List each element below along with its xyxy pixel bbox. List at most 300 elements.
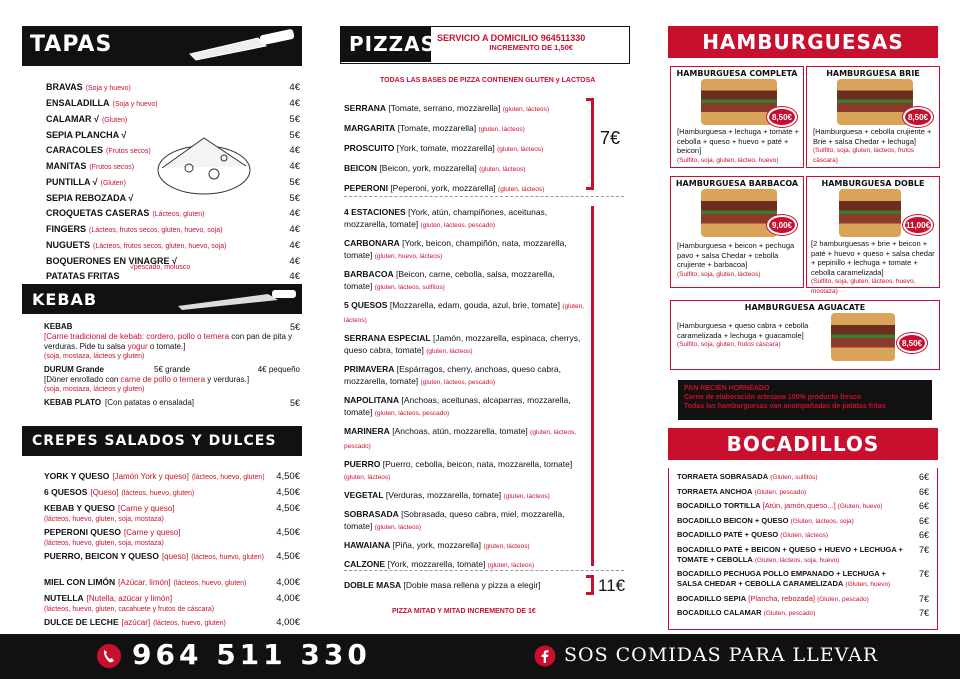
tapas-item-price: 4€ [289, 240, 300, 251]
knife-icon [188, 28, 298, 64]
crepe-desc: [Jamón York y queso] [112, 472, 189, 481]
pizza-name: BARBACOA [344, 269, 394, 279]
kebab-desc-text3: o tomate.] [149, 342, 186, 351]
tapas-item-price: 4€ [289, 161, 300, 172]
crepe-row [44, 550, 300, 564]
crepe-desc: [queso] [161, 552, 189, 561]
crepe-allergens: (lácteos, huevo, gluten) [121, 490, 195, 497]
tapas-item-name: FINGERS [46, 224, 87, 234]
bocadillo-price: 7€ [918, 608, 929, 618]
bocadillo-item [677, 594, 929, 605]
tapas-note: √pescado, molusco [130, 264, 191, 271]
tapas-item-name: SEPIA PLANCHA √ [46, 130, 127, 140]
pizza-name: 5 QUESOS [344, 300, 388, 310]
pizza-ingredients: [Tomate, mozzarella] [397, 123, 477, 133]
durum-desc-text: [Döner enrollado con [44, 375, 119, 384]
crepe-item [44, 616, 300, 630]
bases-note: TODAS LAS BASES DE PIZZA CONTIENEN GLUTEN y LACTOSA [380, 77, 596, 84]
bocadillo-item [677, 545, 929, 566]
knife-icon [178, 286, 298, 312]
pizza-item [344, 539, 584, 553]
pizza-name: PUERRO [344, 459, 381, 469]
cheese-illustration [154, 128, 254, 198]
pizza-allergens: (gluten, lácteos) [478, 126, 525, 133]
crepe-row [44, 576, 300, 590]
pizza-item [344, 489, 584, 503]
pizza-header [340, 26, 630, 64]
bocadillo-allergens: (Gluten, huevo) [845, 581, 891, 588]
crepe-desc: [Carne y queso] [124, 528, 181, 537]
burger-allergens: (Sulfito, soja, gluten, lácteos, huevo, mostaza) [811, 278, 916, 295]
bocadillo-price: 6€ [918, 501, 929, 511]
crepe-name: DULCE DE LECHE [44, 617, 119, 627]
burger-name: HAMBURGUESA BARBACOA [675, 179, 799, 188]
pizza-allergens: (gluten, huevo, lácteos) [374, 253, 443, 260]
tapas-item [46, 112, 300, 128]
crepes-title: CREPES SALADOS Y DULCES [32, 433, 277, 449]
crepe-sub-allergens: (lácteos, huevo, gluten, soja, mostaza) [44, 540, 164, 547]
bocadillo-text [677, 608, 919, 619]
bocadillo-text [677, 569, 919, 590]
burger-desc [813, 127, 937, 165]
burger-photo [831, 313, 895, 361]
bocadillo-text [677, 545, 919, 566]
bocadillo-allergens: (Gluten, lácteos, soja) [790, 517, 854, 525]
kebab-desc-text: [Carne tradicional de kebab: [44, 332, 145, 341]
pizza-item [344, 268, 584, 294]
bocadillo-price: 7€ [918, 569, 929, 579]
tapas-item-allergens: (Gluten) [101, 117, 128, 124]
tapas-item-price: 5€ [289, 193, 300, 204]
crepe-item [44, 470, 300, 484]
burger-ingredients: [Hamburguesa + beicon + pechuga pavo + salsa Chedar + cebolla crujiente + barbacoa] [677, 241, 795, 269]
tapas-item-price: 4€ [289, 145, 300, 156]
crepe-allergens: (lácteos, huevo, gluten) [153, 620, 226, 627]
facebook-icon[interactable] [534, 645, 556, 667]
burger-desc [677, 241, 801, 279]
bocadillo-text [677, 594, 919, 605]
pizza-divider-2 [344, 570, 624, 571]
tapas-item-name: BRAVAS [46, 82, 83, 92]
pizza-name: SERRANA [344, 103, 387, 113]
pizza-allergens: (gluten, lácteos) [426, 348, 473, 355]
durum-desc-meat: carne de pollo o ternera [120, 375, 206, 384]
burger-name: HAMBURGUESA COMPLETA [676, 69, 798, 78]
tapas-item-name: CARACOLES [46, 145, 104, 155]
delivery-increment: INCREMENTO DE 1,50€ [489, 43, 573, 52]
tapas-item [46, 80, 300, 96]
pizza-ingredients: [Anchoas, aceitunas, alcaparras, mozzarella, tomate] [344, 395, 571, 417]
pizza-item [344, 142, 584, 156]
tapas-item-allergens: (Lácteos, gluten) [152, 211, 205, 218]
bocadillo-text [677, 530, 919, 541]
pizza-allergens: (gluten, lácteos) [503, 493, 550, 500]
pizza-ingredients: [Puerro, cebolla, beicon, nata, mozzarella, tomate] [382, 459, 573, 469]
pizza-ingredients: [York, atún, champiñones, aceitunas, mozzarella, tomate] [344, 207, 548, 229]
tapas-item-name: CROQUETAS CASERAS [46, 208, 150, 218]
tapas-item-name: BOQUERONES EN VINAGRE √ [46, 256, 177, 266]
bocadillo-price: 6€ [918, 530, 929, 540]
pizza-bracket-3 [586, 575, 594, 595]
bocadillo-allergens: (Gluten, lácteos, soja, huevo) [754, 556, 840, 564]
crepe-desc: [Azúcar, limón] [118, 578, 171, 587]
crepe-desc: [azúcar] [121, 618, 151, 627]
pizza-name: PROSCUITO [344, 143, 395, 153]
kebab-desc [44, 332, 300, 352]
durum-price-small: 4€ pequeño [257, 365, 300, 374]
bocadillo-name: BOCADILLO BEICON + QUESO [677, 515, 789, 525]
bocadillo-price: 7€ [918, 544, 929, 555]
bocadillo-price: 6€ [918, 486, 929, 497]
crepe-item [44, 486, 300, 500]
pizza-title-box [341, 27, 436, 62]
pizza-allergens: (gluten, lácteos) [502, 106, 549, 113]
pizza-allergens: (gluten, lácteos) [374, 524, 421, 531]
bread-note-3: Todas las hamburguesas van acompañadas de patatas fritas [684, 403, 886, 410]
bocadillo-price: 6€ [918, 472, 929, 482]
phone-icon[interactable] [96, 643, 122, 669]
pizza-item [344, 458, 584, 484]
crepe-item [44, 576, 300, 590]
pizza-name: PRIMAVERA [344, 364, 395, 374]
crepe-row [44, 616, 300, 630]
pizza-name: NAPOLITANA [344, 395, 400, 405]
bocadillo-item [677, 569, 929, 590]
pizza-name: BEICON [344, 163, 378, 173]
crepe-price: 4,50€ [276, 487, 300, 498]
pizza-ingredients: [Sobrasada, queso cabra, miel, mozzarella, tomate] [344, 509, 565, 531]
pizza-item [344, 237, 584, 263]
pizza-name: PEPERONI [344, 183, 388, 193]
pizza-group-basic [344, 102, 584, 202]
burger-card [806, 176, 940, 295]
tapas-item-allergens: (Soja y huevo) [85, 85, 131, 92]
pizza-item [344, 508, 584, 534]
pizza-item [344, 299, 584, 327]
crepe-price: 4,00€ [276, 577, 300, 588]
pizza-allergens: (gluten, lácteos, pescado) [344, 429, 577, 450]
pizza-item [344, 102, 584, 116]
burger-header [668, 26, 938, 58]
burger-name: HAMBURGUESA DOBLE [821, 179, 925, 188]
pizza-allergens: (gluten, lácteos) [479, 166, 526, 173]
tapas-item-price: 4€ [289, 208, 300, 219]
tapas-item-price: 5€ [289, 177, 300, 188]
bocadillo-allergens: (Gluten, pescado) [754, 488, 807, 496]
pizza-name: MARINERA [344, 426, 390, 436]
tapas-item-price: 5€ [289, 114, 300, 125]
pizza-allergens: (gluten, lácteos, sulfitos) [374, 284, 445, 291]
burger-allergens: (Sulfito, soja, gluten, lácteos, frutos cáscara) [813, 147, 915, 164]
pizza-divider [344, 196, 624, 197]
crepe-name: NUTELLA [44, 593, 84, 603]
burger-price-badge: 8,50€ [903, 107, 933, 127]
crepe-row [44, 486, 300, 500]
crepe-item [44, 592, 300, 614]
pizza-allergens: (gluten, lácteos) [344, 303, 584, 324]
crepe-row [44, 592, 300, 605]
crepe-sub-allergens: (lácteos, huevo, gluten, cacahuete y frutos de cáscara) [44, 606, 215, 613]
burger-ingredients: [Hamburguesa + lechuga + tomate + cebolla + queso + huevo + paté + beicon] [677, 127, 799, 155]
pizza-allergens: (gluten, lácteos, pescado) [420, 379, 495, 386]
tapas-title: TAPAS [30, 32, 113, 57]
bocadillo-desc: [Atún, jamón,queso...] [762, 501, 836, 510]
crepe-desc: [Nutella, azúcar y limón] [86, 594, 173, 603]
burger-price-badge: 11,00€ [903, 215, 933, 235]
burger-price-badge: 8,50€ [897, 333, 927, 353]
bocadillo-price: 6€ [918, 515, 929, 526]
pizza-item [344, 122, 584, 136]
pizza-name: 4 ESTACIONES [344, 207, 406, 217]
tapas-item-name: ENSALADILLA [46, 98, 110, 108]
crepe-item [44, 550, 300, 564]
plato-price: 5€ [289, 398, 300, 408]
burger-photo [701, 79, 777, 125]
crepe-desc: [Carne y queso] [118, 504, 175, 513]
crepe-allergens: (lácteos, huevo, gluten) [191, 554, 264, 561]
crepes-list [44, 470, 300, 632]
pizza-allergens: (gluten, lácteos) [483, 543, 530, 550]
doble-name: DOBLE MASA [344, 580, 402, 590]
pizza-ingredients: [Peperoni, york, mozzarella] [390, 183, 496, 193]
tapas-item-allergens: (Lácteos, frutos secos, gluten, huevo, soja) [93, 243, 227, 250]
crepe-item [44, 526, 300, 548]
tapas-item-price: 4€ [289, 271, 300, 282]
pizza-name: SOBRASADA [344, 509, 399, 519]
durum-desc [44, 375, 300, 385]
burger-card [670, 300, 940, 370]
crepe-price: 4,00€ [276, 593, 300, 604]
bocadillo-item [677, 501, 929, 512]
crepe-price: 4,50€ [276, 503, 300, 514]
bocadillo-allergens: (Gluten, huevo) [837, 503, 883, 510]
burger-title: HAMBURGUESAS [702, 30, 904, 54]
kebab-header [22, 284, 302, 314]
burger-photo [839, 189, 901, 237]
tapas-item [46, 222, 300, 238]
pizza-ingredients: [York, tomate, mozzarella] [396, 143, 495, 153]
pizza-item [344, 394, 584, 420]
tapas-item-allergens: (Gluten) [100, 180, 126, 187]
bocadillos-title: BOCADILLOS [726, 432, 880, 456]
pizza-name: CARBONARA [344, 238, 400, 248]
burger-photo [837, 79, 913, 125]
crepe-row [44, 470, 300, 484]
tapas-item-allergens: (Frutos secos) [106, 148, 151, 155]
footer-phone[interactable]: 964 511 330 [132, 638, 371, 671]
burger-name: HAMBURGUESA BRIE [826, 69, 920, 78]
bread-note [678, 380, 932, 420]
bocadillo-name: TORRAETA ANCHOA [677, 486, 753, 496]
crepe-desc: [Queso] [90, 488, 119, 497]
durum-desc-text2: y verduras.] [207, 375, 250, 384]
pizza-ingredients: [Tomate, serrano, mozzarella] [388, 103, 501, 113]
pizza-allergens: (gluten, lácteos, pescado) [420, 222, 495, 229]
crepe-name: YORK Y QUESO [44, 471, 110, 481]
burger-photo [701, 189, 777, 237]
crepe-name: PUERRO, BEICON Y QUESO [44, 551, 159, 561]
doble-price: 11€ [598, 576, 626, 595]
pizza-ingredients: [Beicon, york, mozzarella] [379, 163, 477, 173]
bocadillo-price: 7€ [918, 593, 929, 604]
tapas-item-price: 4€ [289, 98, 300, 109]
kebab-desc-meat: cordero, pollo o ternera [146, 332, 230, 341]
bocadillos-list [668, 468, 938, 630]
crepe-name: MIEL CON LIMÓN [44, 577, 116, 587]
burger-ingredients: [Hamburguesa + cebolla crujiente + Brie + salsa Chedar + lechuga] [813, 127, 932, 146]
crepe-price: 4,50€ [276, 471, 300, 482]
pizza-ingredients: [York, mozzarella, tomate] [387, 559, 486, 569]
burger-card [670, 66, 804, 168]
bocadillo-allergens: (Gluten, pescado) [763, 610, 816, 617]
pizza-group1-price: 7€ [600, 128, 621, 148]
durum-name: DURUM Grande [44, 365, 105, 374]
pizza-item [344, 162, 584, 176]
tapas-item-allergens: (Soja y huevo) [112, 101, 158, 108]
plato-name: KEBAB PLATO [44, 398, 102, 407]
tapas-item-name: NUGUETS [46, 240, 91, 250]
pizza-item [344, 363, 584, 389]
crepe-name: 6 QUESOS [44, 487, 88, 497]
crepe-name: PEPERONI QUESO [44, 527, 121, 537]
pizza-bracket-1 [586, 98, 594, 190]
bocadillo-item [677, 516, 929, 527]
burger-allergens: (Sulfito, soja, gluten, lácteos) [677, 270, 761, 278]
bocadillo-item [677, 608, 929, 619]
delivery-phone: 964511330 [540, 33, 586, 43]
pizza-ingredients: [Mozzarella, edam, gouda, azul, brie, tomate] [389, 300, 560, 310]
bocadillo-name: BOCADILLO PATÉ + QUESO [677, 530, 779, 539]
mitad-note: PIZZA MITAD Y MITAD INCREMENTO DE 1€ [392, 608, 536, 615]
bocadillo-item [677, 472, 929, 483]
pizza-group-special [344, 206, 584, 577]
bocadillo-text [677, 472, 919, 483]
crepe-allergens: (lácteos, huevo, gluten) [173, 580, 247, 587]
kebab-title: KEBAB [32, 290, 98, 309]
pizza-name: VEGETAL [344, 490, 384, 500]
pizza-allergens: (gluten, lácteos) [487, 562, 535, 569]
crepe-price: 4,00€ [276, 617, 300, 628]
burger-desc [677, 321, 827, 350]
kebab-price: 5€ [289, 322, 300, 332]
tapas-item-name: SEPIA REBOZADA √ [46, 193, 134, 203]
pizza-allergens: (gluten, lácteos, pescado) [374, 410, 450, 417]
tapas-item [46, 269, 300, 284]
burger-allergens: (Sulfito, soja, gluten, lácteo, huevo) [677, 156, 779, 164]
crepe-sub-allergens: (lácteos, huevo, gluten, soja, mostaza) [44, 516, 164, 523]
crepe-row [44, 526, 300, 539]
kebab-desc-text2: con pan de pita y verduras. Pide tu salsa [44, 332, 293, 351]
pizza-item [344, 332, 584, 358]
tapas-item-name: PUNTILLA √ [46, 177, 98, 187]
bocadillos-header [668, 428, 938, 460]
tapas-item-price: 4€ [289, 82, 300, 93]
tapas-item-name: PATATAS FRITAS [46, 271, 120, 281]
pizza-ingredients: [Espárragos, cherry, anchoas, queso cabra, mozzarella, tomate] [344, 364, 562, 386]
pizza-item [344, 182, 584, 196]
bocadillo-item [677, 487, 929, 498]
burger-desc [677, 127, 801, 165]
bocadillo-text [677, 501, 919, 512]
crepe-price: 4,50€ [276, 527, 300, 538]
pizza-item [344, 425, 584, 453]
pizza-name: CALZONE [344, 559, 386, 569]
tapas-header [22, 26, 302, 66]
pizza-allergens: (gluten, lácteos) [498, 186, 545, 193]
tapas-item-allergens: (Frutos secos) [89, 164, 135, 171]
bocadillo-name: BOCADILLO SEPIA [677, 593, 747, 603]
durum-price-big: 5€ grande [154, 365, 191, 374]
pizza-ingredients: [Piña, york, mozzarella] [392, 540, 481, 550]
delivery-info [437, 33, 585, 52]
bocadillo-name: TORRAETA SOBRASADA [677, 472, 769, 481]
pizza-ingredients: [Jamón, mozzarella, espinaca, cherrys, queso cabra, tomate] [344, 333, 581, 355]
pizza-item [344, 206, 584, 232]
pizza-name: SERRANA ESPECIAL [344, 333, 431, 343]
pizza-name: MARGARITA [344, 123, 396, 133]
pizza-name: HAWAIANA [344, 540, 391, 550]
durum-allergens: (soja, mostaza, lácteos y gluten) [44, 386, 145, 393]
bocadillo-allergens: (Gluten, sulfitos) [770, 474, 818, 481]
burger-card [806, 66, 940, 168]
crepe-item [44, 502, 300, 524]
doble-masa-row [344, 580, 584, 590]
burger-price-badge: 8,50€ [767, 107, 797, 127]
bocadillo-item [677, 530, 929, 541]
crepe-name: KEBAB Y QUESO [44, 503, 116, 513]
burger-price-badge: 9,00€ [767, 215, 797, 235]
bread-note-1: PAN RECIÉN HORNEADO [684, 385, 770, 392]
tapas-item-price: 5€ [289, 130, 300, 141]
pizza-title: PIZZAS [349, 32, 436, 56]
burger-allergens: (Sulfito, soja, gluten, frutos cáscara) [677, 341, 781, 348]
bocadillo-text [677, 487, 919, 498]
crepes-header [22, 426, 302, 456]
pizza-ingredients: [Verduras, mozzarella, tomate] [385, 490, 502, 500]
plato-desc: [Con patatas o ensalada] [105, 398, 194, 407]
tapas-item [46, 238, 300, 254]
delivery-label: SERVICIO A DOMICILIO [437, 33, 539, 43]
tapas-item [46, 206, 300, 222]
pizza-allergens: (gluten, lácteos) [497, 146, 544, 153]
burger-ingredients: [Hamburguesa + queso cabra + cebolla caramelizada + lechuga + guacamole] [677, 321, 809, 340]
pizza-ingredients: [Beicon, carne, cebolla, salsa, mozzarella, tomate] [344, 269, 555, 291]
bocadillo-name: BOCADILLO CALAMAR [677, 608, 762, 617]
bocadillo-name: BOCADILLO PECHUGA POLLO EMPANADO + LECHUGA + SALSA CHEDAR + CEBOLLA CARAMELIZADA [677, 569, 886, 588]
pizza-bracket-2 [586, 206, 594, 566]
bocadillo-allergens: (Gluten, lácteos) [780, 532, 828, 539]
crepe-price: 4,50€ [276, 551, 300, 562]
footer-bar [0, 634, 960, 679]
bocadillo-name: BOCADILLO TORTILLA [677, 501, 761, 510]
tapas-item-allergens: (Lácteos, frutos secos, gluten, huevo, soja) [89, 227, 223, 234]
pizza-ingredients: [Anchoas, atún, mozzarella, tomate] [392, 426, 528, 436]
crepe-row [44, 502, 300, 515]
tapas-item-price: 4€ [289, 224, 300, 235]
crepe-allergens: (lácteos, huevo, gluten) [191, 474, 265, 481]
burger-card [670, 176, 804, 288]
footer-social[interactable]: SOS COMIDAS PARA LLEVAR [564, 644, 879, 666]
kebab-allergens: (soja, mostaza, lácteos y gluten) [44, 353, 145, 360]
tapas-item-name: MANITAS [46, 161, 87, 171]
kebab-name: KEBAB [44, 322, 73, 331]
burger-ingredients: [2 hamburguesas + brie + beicon + paté + huevo + queso + salsa chedar + pepinillo + lechuga + tomate + cebolla caramelizada] [811, 239, 935, 277]
burger-name: HAMBURGUESA AGUACATE [744, 303, 866, 312]
tapas-item [46, 96, 300, 112]
bread-note-2: Carne de elaboración artesana 100% producto fresco [684, 394, 862, 401]
tapas-item-name: CALAMAR √ [46, 114, 99, 124]
tapas-item-price: 4€ [289, 256, 300, 267]
